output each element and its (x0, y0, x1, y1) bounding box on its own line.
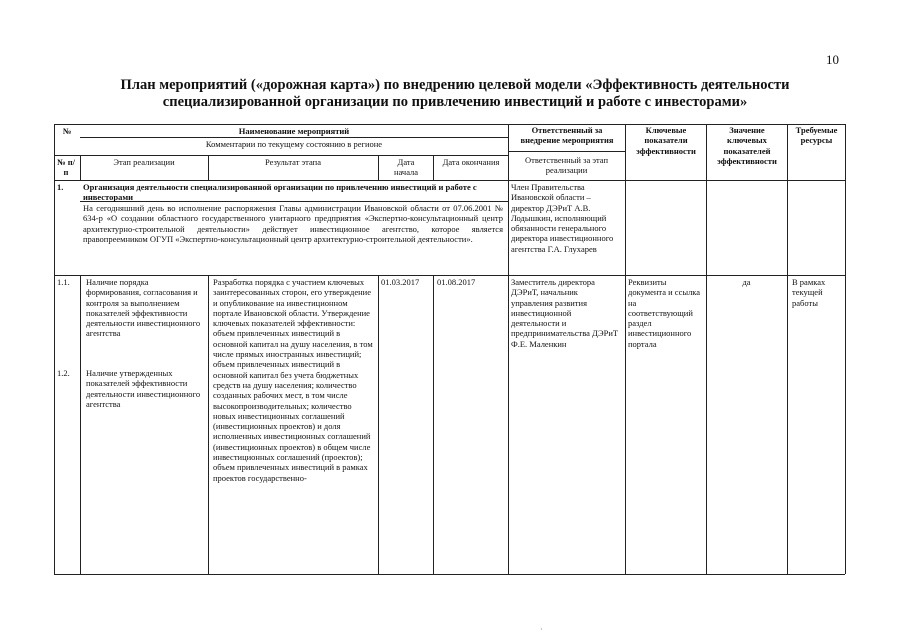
header-num-pp: № п/п (57, 157, 75, 178)
grid-line (378, 155, 379, 180)
header-name: Наименование мероприятий (238, 126, 350, 136)
page-number: 10 (826, 52, 839, 67)
header-resources: Требуемые ресурсы (795, 125, 838, 146)
grid-line (54, 155, 508, 156)
header-result: Результат этапа (264, 157, 321, 167)
row-1-1-resources: В рамках текущей работы (792, 277, 826, 308)
page-title (60, 77, 850, 111)
grid-line (80, 137, 508, 138)
header-stage-responsible: Ответственный за этап реализации (524, 155, 609, 176)
section-1-responsible: Член Правительства Ивановской области – директор ДЭРиТ А.В. Лодышкин, исполняющий обязанности генерального директора инвестиционного агентства Г.А. Глухарев (511, 182, 614, 254)
header-comments: Комментарии по текущему состоянию в регионе (205, 139, 383, 149)
grid-line (378, 275, 379, 574)
grid-line (508, 151, 625, 152)
row-1-1-num: 1.1. (57, 277, 70, 287)
grid-line (508, 124, 509, 574)
row-1-2-stage: Наличие утвержденных показателей эффективности деятельности инвестиционного агентства (86, 368, 201, 409)
row-1-1-stage: Наличие порядка формирования, согласования и контроля за выполнением показателей эффективности деятельности инвестиционного агентства (86, 277, 201, 339)
row-1-1-responsible: Заместитель директора ДЭРиТ, начальник управления развития инвестиционной деятельности и предпринимательства ДЭРиТ Ф.Е. Маленкин (511, 277, 619, 349)
grid-line (433, 275, 434, 574)
header-end-date: Дата окончания (442, 157, 500, 167)
header-start-date: Дата начала (393, 157, 419, 178)
header-kpi-value: Значение ключевых показателей эффективности (717, 125, 777, 166)
header-kpi: Ключевые показатели эффективности (636, 125, 696, 156)
grid-line (54, 574, 845, 575)
grid-line (54, 180, 845, 181)
row-1-1-start-date: 01.03.2017 (381, 277, 420, 287)
grid-line (625, 124, 626, 574)
grid-line (706, 124, 707, 574)
section-1-comment: На сегодняшний день во исполнение распоряжения Главы администрации Ивановской области от 07.06.2001 № 634-р «О создании областного государственного унитарного предприятия «Экспертно-консультационный центр архитектурно-строительной деятельности» действует инвестиционное агентство, которое является правопреемником ОГУП «Экспертно-консультационный центр архитектурно-строительной деятельности». (83, 203, 503, 244)
section-1-title: Организация деятельности специализированной организации по привлечению инвестиций и работе с инвесторами (83, 182, 477, 203)
grid-line (80, 275, 81, 574)
grid-line (208, 275, 209, 574)
row-1-1-kpi-value: да (742, 277, 751, 287)
page-title-line-1: План мероприятий («дорожная карта») по внедрению целевой модели «Эффективность деятельности (120, 77, 790, 93)
row-1-1-result: Разработка порядка с участием ключевых заинтересованных сторон, его утверждение и опубликование на инвестиционном портале Ивановской области. Утверждение ключевых показателей эффективности: объем привлеченных инвестиций в основной капитал на душу населения, в том числе прямых иностранных инвестиций; объем привлеченных инвестиций в основной капитал без учета бюджетных средств на душу населения; количество созданных рабочих мест, в том числе высокопроизводительных; количество новых инвестиционных соглашений (инвестиционных проектов) и доля исполненных инвестиционных соглашений (инвестиционных проектов) в общем числе инвестиционных соглашений (проектов); объем привлеченных инвестиций в рамках проектов государственно- (213, 277, 373, 483)
grid-line (787, 124, 788, 574)
scan-speck: · (540, 625, 543, 634)
grid-line (845, 124, 846, 574)
section-1-num: 1. (57, 182, 64, 192)
header-responsible: Ответственный за внедрение мероприятия (520, 125, 614, 146)
row-1-1-kpi: Реквизиты документа и ссылка на соответствующий раздел инвестиционного портала (628, 277, 701, 349)
grid-line (54, 124, 55, 574)
page-title-line-2: специализированной организации по привлечению инвестиций и работе с инвесторами» (162, 94, 748, 110)
header-num: № (62, 126, 72, 136)
row-1-2-num: 1.2. (57, 368, 70, 378)
row-1-1-end-date: 01.08.2017 (437, 277, 476, 287)
header-stage: Этап реализации (113, 157, 175, 167)
grid-line (54, 275, 845, 276)
grid-line (433, 155, 434, 180)
